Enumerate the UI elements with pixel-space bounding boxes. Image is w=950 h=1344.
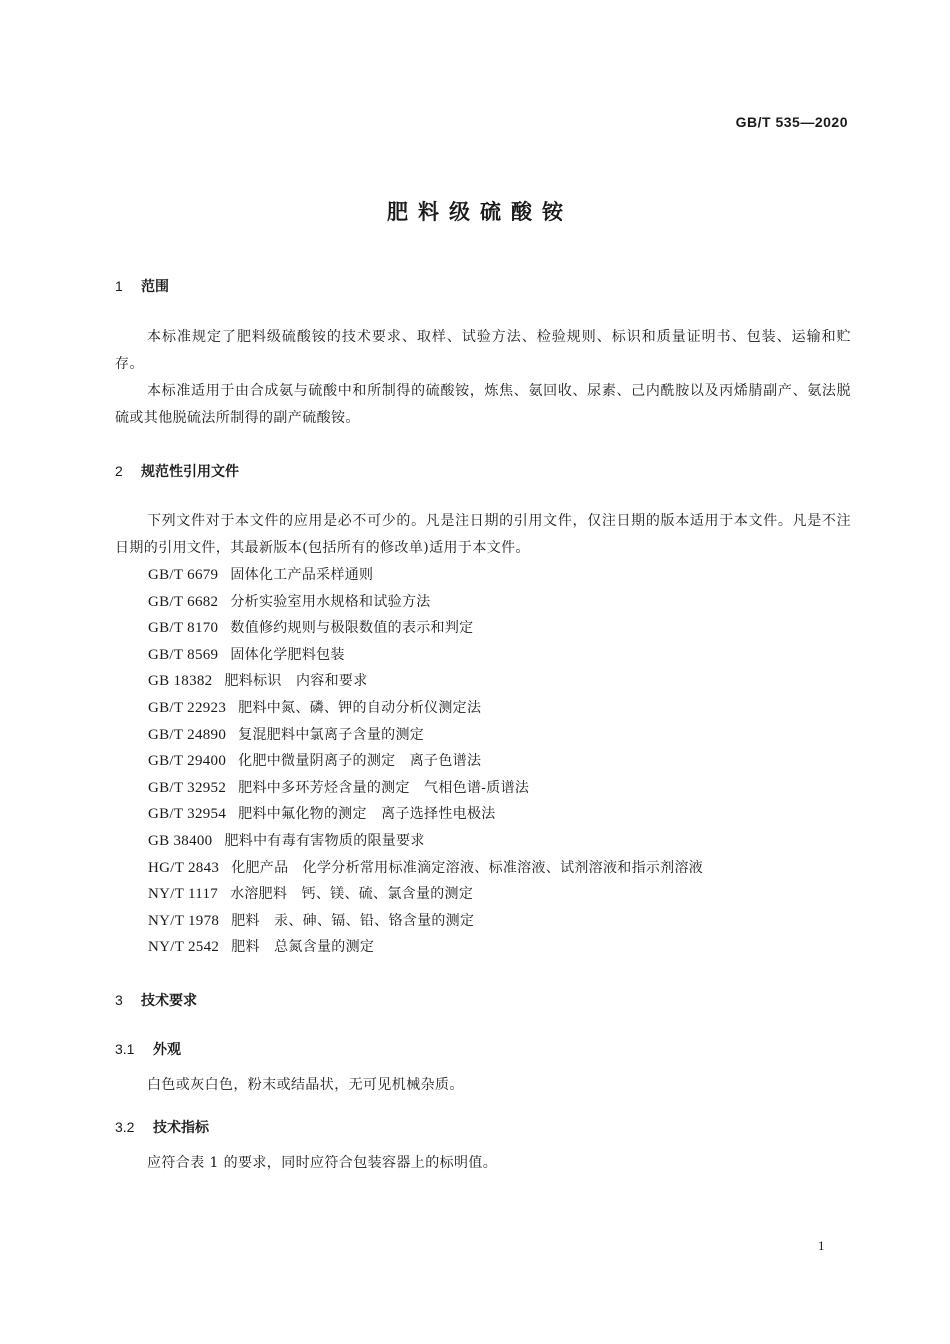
reference-title: 固体化工产品采样通则 (230, 567, 374, 583)
reference-code: GB/T 24890 (148, 726, 227, 743)
reference-item (148, 881, 703, 908)
reference-item (148, 855, 703, 882)
scope-paragraph-1: 本标准规定了肥料级硫酸铵的技术要求、取样、试验方法、检验规则、标识和质量证明书、包装、运输和贮存。 (115, 329, 851, 372)
section-title: 范围 (141, 279, 169, 295)
reference-title: 肥料 汞、砷、镉、铅、铬含量的测定 (231, 912, 475, 929)
reference-title: 肥料中多环芳烃含量的测定 气相色谱-质谱法 (238, 779, 530, 796)
reference-item (148, 562, 703, 589)
reference-code: GB/T 6679 (148, 567, 219, 583)
reference-item (148, 748, 703, 775)
reference-code: GB/T 8569 (148, 646, 219, 663)
appearance-paragraph: 白色或灰白色，粉末或结晶状，无可见机械杂质。 (147, 1077, 464, 1093)
section-title: 规范性引用文件 (141, 464, 239, 480)
reference-list (148, 562, 703, 961)
reference-item (148, 801, 703, 828)
reference-title: 化肥产品 化学分析常用标准滴定溶液、标准溶液、试剂溶液和指示剂溶液 (231, 859, 704, 876)
reference-item (148, 775, 703, 802)
reference-code: NY/T 1978 (148, 912, 220, 929)
reference-code: GB/T 8170 (148, 620, 219, 637)
reference-item (148, 615, 703, 642)
reference-title: 肥料中氮、磷、钾的自动分析仪测定法 (238, 699, 482, 716)
reference-title: 复混肥料中氯离子含量的测定 (238, 726, 425, 743)
subsection-number: 3.2 (115, 1119, 135, 1135)
section-title: 技术要求 (141, 993, 197, 1009)
subsection-title: 技术指标 (153, 1120, 209, 1136)
reference-code: GB 38400 (148, 832, 213, 849)
reference-item (148, 934, 703, 961)
reference-code: GB/T 29400 (148, 753, 227, 770)
standard-code: GB/T 535—2020 (735, 114, 848, 130)
reference-title: 肥料中氟化物的测定 离子选择性电极法 (238, 806, 496, 823)
reference-item (148, 908, 703, 935)
reference-code: GB/T 32954 (148, 806, 227, 823)
technical-indicators-paragraph: 应符合表 1 的要求，同时应符合包装容器上的标明值。 (147, 1155, 498, 1171)
reference-code: GB 18382 (148, 673, 213, 690)
reference-code: GB/T 32952 (148, 779, 227, 796)
reference-code: NY/T 1117 (148, 886, 219, 903)
reference-title: 肥料 总氮含量的测定 (231, 939, 375, 956)
reference-item (148, 668, 703, 695)
reference-item (148, 828, 703, 855)
reference-item (148, 642, 703, 669)
reference-code: NY/T 2542 (148, 939, 220, 956)
reference-title: 固体化学肥料包装 (230, 646, 345, 663)
reference-item (148, 589, 703, 616)
reference-item (148, 695, 703, 722)
reference-code: HG/T 2843 (148, 859, 220, 876)
subsection-3-2-heading (115, 1117, 209, 1137)
section-1-heading (115, 276, 169, 296)
reference-item (148, 722, 703, 749)
scope-paragraph-2: 本标准适用于由合成氨与硫酸中和所制得的硫酸铵，炼焦、氨回收、尿素、己内酰胺以及丙烯腈副产、氨法脱硫或其他脱硫法所制得的副产硫酸铵。 (115, 383, 851, 426)
section-2-heading (115, 461, 239, 481)
page-number: 1 (818, 1238, 825, 1253)
reference-title: 水溶肥料 钙、镁、硫、氯含量的测定 (230, 886, 474, 903)
section-3-heading (115, 990, 197, 1010)
section-number: 1 (115, 278, 123, 294)
section-number: 3 (115, 992, 123, 1008)
reference-title: 肥料中有毒有害物质的限量要求 (224, 832, 425, 849)
reference-title: 肥料标识 内容和要求 (224, 673, 368, 690)
subsection-title: 外观 (153, 1042, 181, 1058)
subsection-3-1-heading (115, 1039, 181, 1059)
reference-title: 化肥中微量阴离子的测定 离子色谱法 (238, 753, 482, 770)
document-title: 肥料级硫酸铵 (387, 200, 573, 224)
references-intro: 下列文件对于本文件的应用是必不可少的。凡是注日期的引用文件，仅注日期的版本适用于本文件。凡是不注日期的引用文件，其最新版本(包括所有的修改单)适用于本文件。 (115, 513, 851, 556)
section-number: 2 (115, 463, 123, 479)
subsection-number: 3.1 (115, 1041, 135, 1057)
reference-code: GB/T 6682 (148, 593, 219, 610)
reference-title: 分析实验室用水规格和试验方法 (230, 593, 431, 610)
reference-code: GB/T 22923 (148, 699, 227, 716)
reference-title: 数值修约规则与极限数值的表示和判定 (230, 620, 474, 637)
